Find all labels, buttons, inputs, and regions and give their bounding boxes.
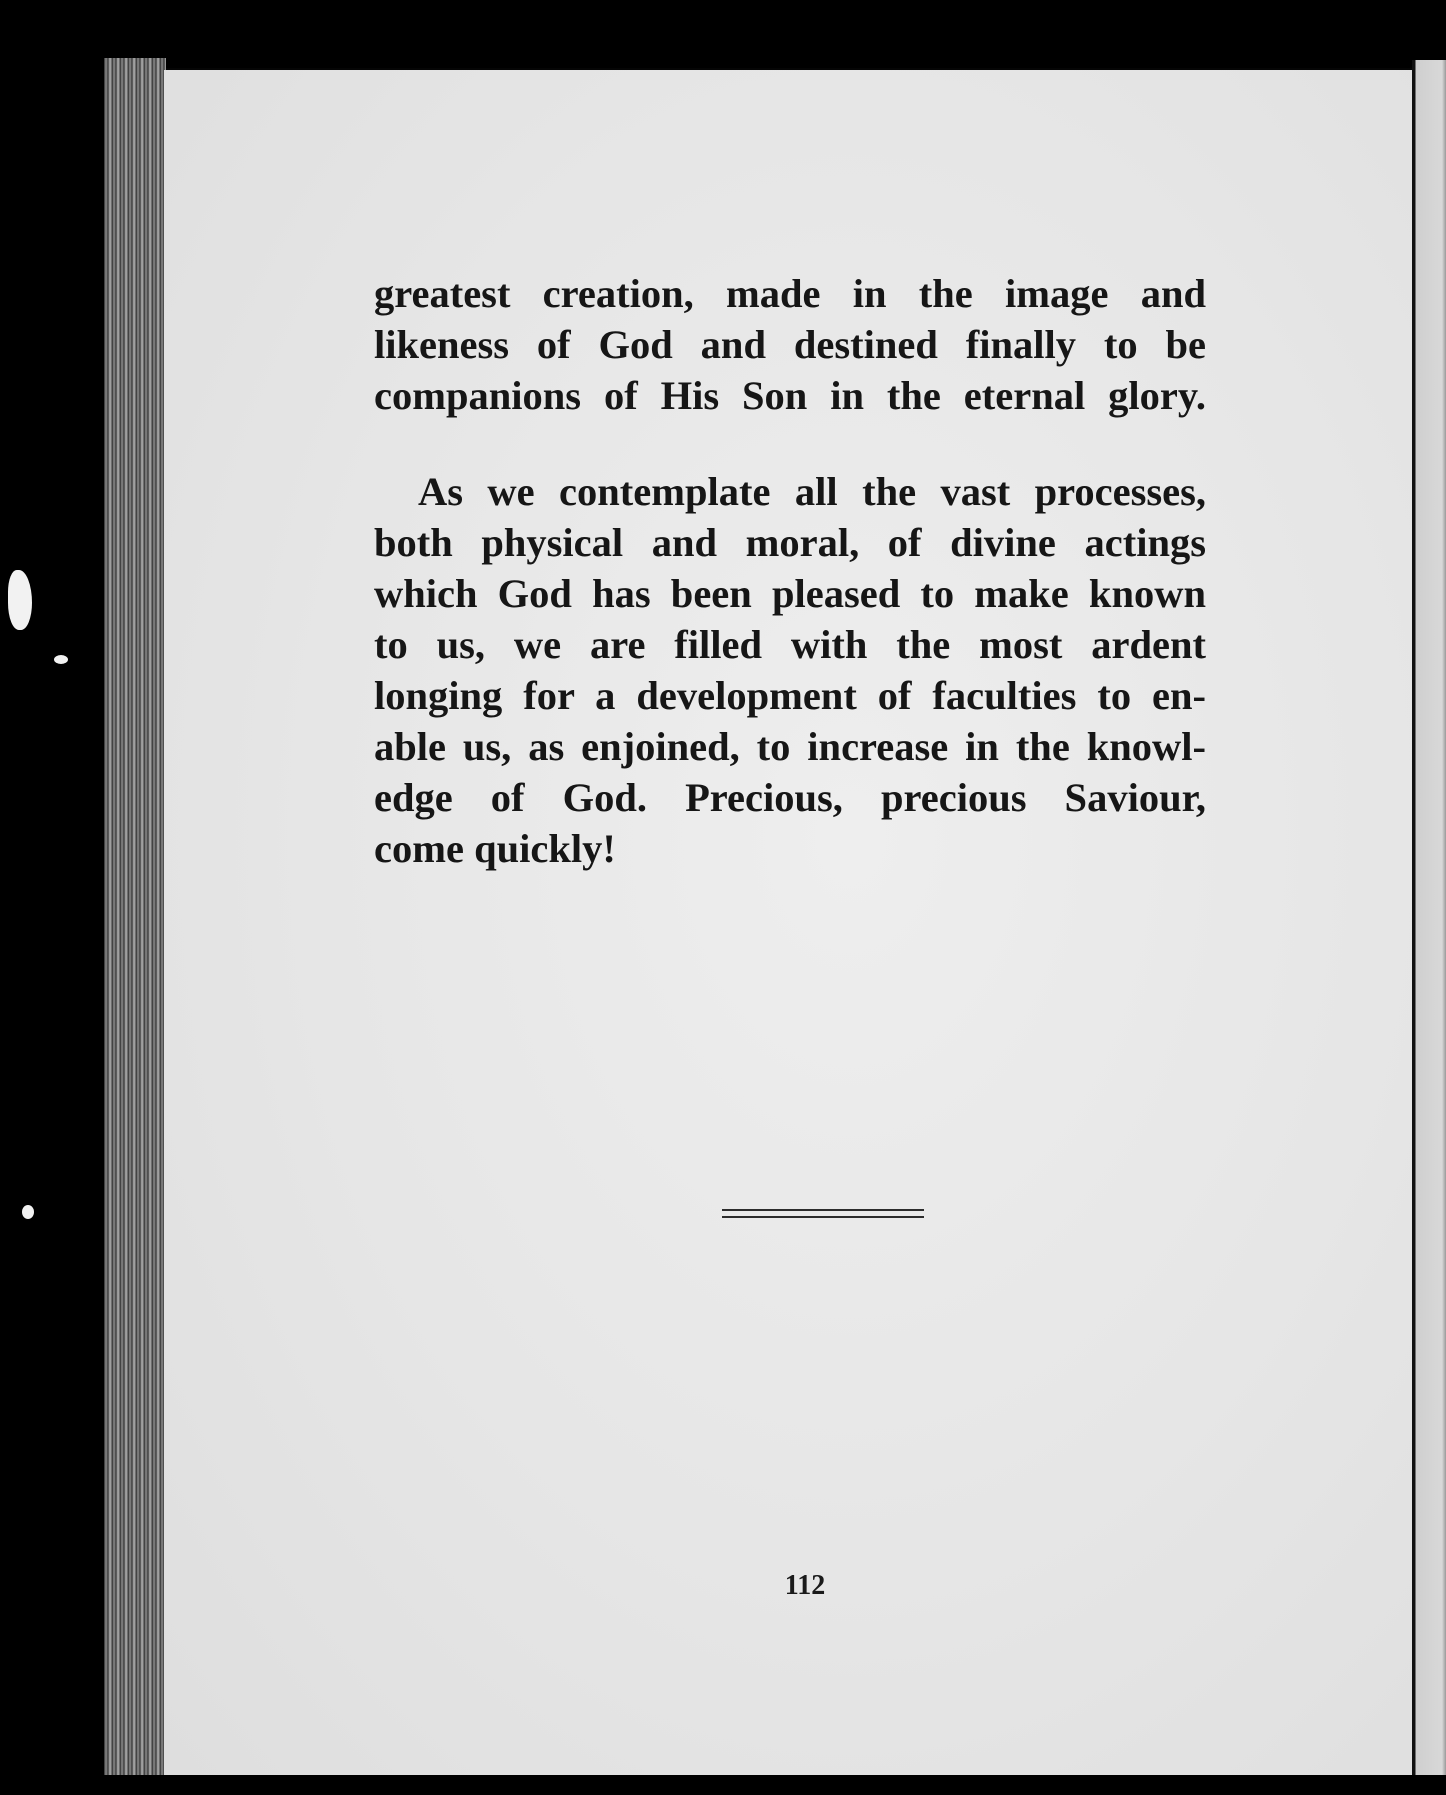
page-number: 112	[784, 1570, 826, 1601]
text-line: to us, we are filled with the most ardent	[374, 622, 1206, 667]
scan-background-top	[0, 0, 1446, 68]
section-end-rule	[722, 1216, 924, 1218]
paragraph-2	[374, 466, 1206, 874]
scan-background-left	[0, 0, 104, 1795]
scan-background-bottom	[0, 1775, 1446, 1795]
scan-speck	[22, 1205, 34, 1219]
text-line: likeness of God and destined finally to be	[374, 322, 1206, 367]
book-page-edges	[104, 58, 166, 1778]
text-line: companions of His Son in the eternal glory.	[374, 373, 1206, 418]
text-line: As we contemplate all the vast processes,	[418, 469, 1206, 514]
paragraph-1	[374, 268, 1206, 421]
facing-page-edge	[1412, 60, 1446, 1780]
section-end-rule	[722, 1209, 924, 1211]
text-line: longing for a development of faculties to en-	[374, 673, 1206, 718]
text-line: which God has been pleased to make known	[374, 571, 1206, 616]
text-line: edge of God. Precious, precious Saviour,	[374, 775, 1206, 820]
text-line: come quickly!	[374, 826, 616, 871]
text-line: both physical and moral, of divine actings	[374, 520, 1206, 565]
text-line: able us, as enjoined, to increase in the knowl-	[374, 724, 1206, 769]
scan-speck	[54, 655, 68, 664]
text-line: greatest creation, made in the image and	[374, 271, 1206, 316]
